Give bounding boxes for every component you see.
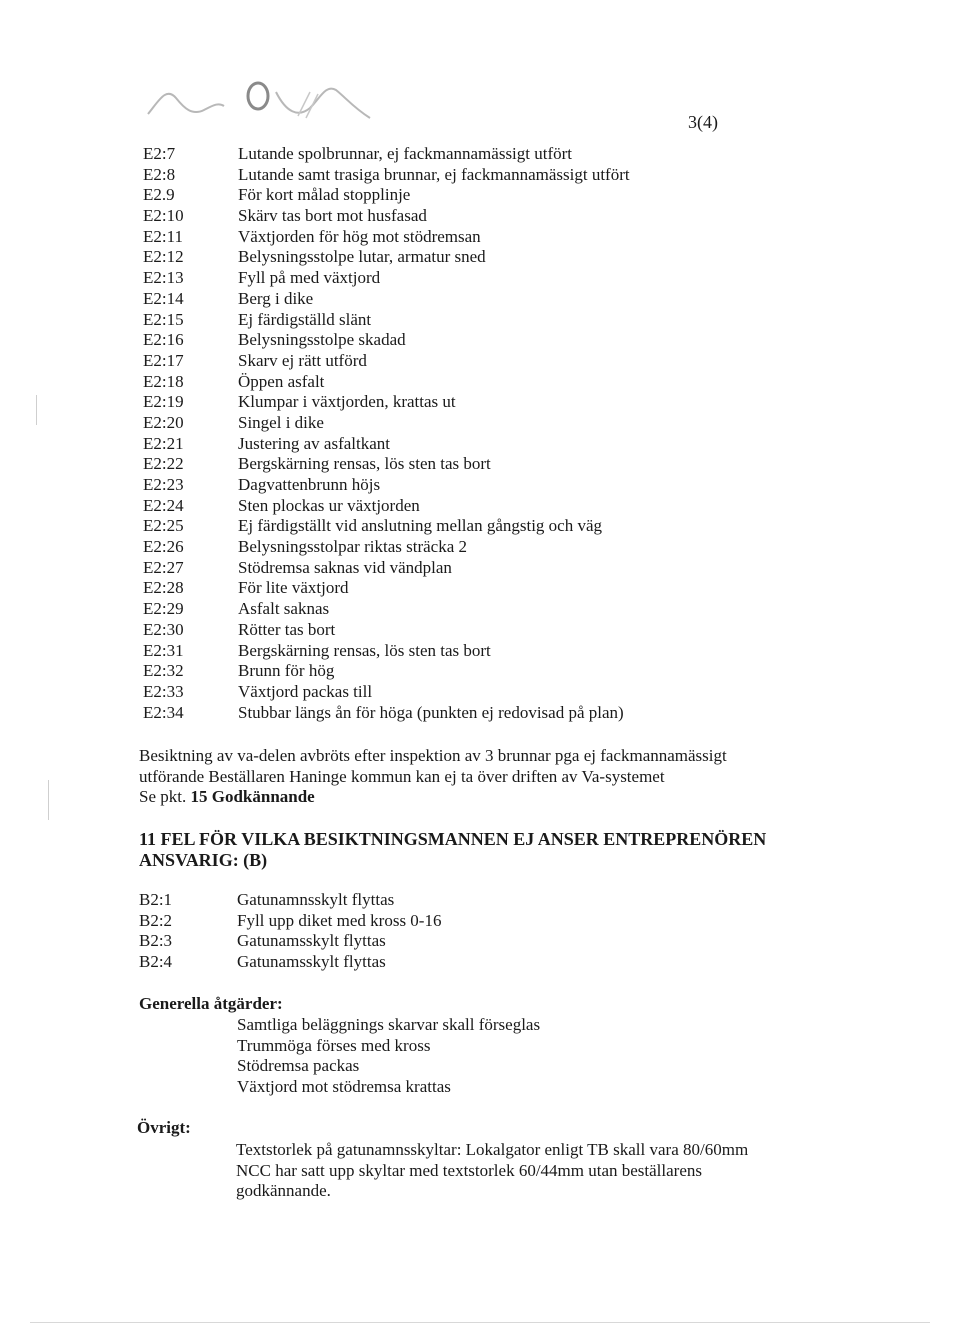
item-text: Skärv tas bort mot husfasad (238, 206, 427, 226)
other-line: godkännande. (236, 1181, 331, 1201)
list-item (143, 703, 903, 724)
section-heading-line: ANSVARIG: (B) (139, 850, 268, 870)
item-code: E2:19 (143, 392, 184, 412)
item-code: E2:32 (143, 661, 184, 681)
other-line: NCC har satt upp skyltar med textstorlek 60/44mm utan beställarens (236, 1160, 702, 1180)
scan-artifact (48, 780, 49, 820)
item-text: Stödremsa saknas vid vändplan (238, 557, 452, 577)
item-code: E2:33 (143, 681, 184, 701)
item-code: E2:24 (143, 495, 184, 515)
scan-artifact (36, 395, 37, 425)
item-code: B2:4 (139, 952, 173, 972)
item-code: E2:8 (143, 164, 176, 184)
note-line: Besiktning av va-delen avbröts efter inspektion av 3 brunnar pga ej fackmannamässigt (139, 746, 727, 765)
list-item (143, 268, 903, 289)
item-text: Lutande samt trasiga brunnar, ej fackmannamässigt utfört (238, 164, 630, 184)
list-item (143, 641, 903, 662)
section-heading-line: 11 FEL FÖR VILKA BESIKTNINGSMANNEN EJ ANSER ENTREPRENÖREN (139, 829, 767, 849)
other-text (236, 1140, 836, 1202)
list-item (143, 516, 903, 537)
list-item (139, 911, 899, 932)
item-text: Belysningsstolpar riktas sträcka 2 (238, 537, 467, 557)
item-text: Belysningsstolpe skadad (238, 330, 406, 350)
item-text: Bergskärning rensas, lös sten tas bort (238, 640, 491, 660)
item-text: För lite växtjord (238, 578, 349, 598)
list-item: Växtjord mot stödremsa krattas (237, 1077, 451, 1097)
item-code: E2:13 (143, 268, 184, 288)
item-code: E2:7 (143, 144, 176, 163)
item-code: E2:34 (143, 702, 184, 722)
item-text: Berg i dike (238, 288, 314, 308)
item-code: E2:23 (143, 475, 184, 494)
item-text: Stubbar längs ån för höga (punkten ej redovisad på plan) (238, 702, 624, 722)
item-text: Klumpar i växtjorden, krattas ut (238, 392, 456, 412)
note-line: utförande Beställaren Haninge kommun kan ej ta över driften av Va-systemet (139, 766, 665, 786)
item-code: E2:25 (143, 516, 184, 536)
item-text: Singel i dike (238, 412, 324, 432)
item-text: Gatunamsskylt flyttas (237, 931, 386, 951)
item-text: Växtjord packas till (238, 681, 373, 701)
item-text: Rötter tas bort (238, 619, 336, 639)
other-title: Övrigt: (137, 1118, 191, 1137)
item-text: Belysningsstolpe lutar, armatur sned (238, 247, 486, 267)
list-item (143, 372, 903, 393)
note-reference: 15 Godkännande (190, 787, 315, 807)
item-text: Dagvattenbrunn höjs (238, 475, 381, 494)
item-text: Ej färdigställd slänt (238, 309, 372, 329)
list-item (143, 496, 903, 517)
list-item (139, 931, 899, 952)
note-prefix: Se pkt. (139, 787, 191, 807)
item-code: E2:15 (143, 309, 184, 329)
item-text: Gatunamsskylt flyttas (237, 952, 386, 972)
item-text: Brunn för hög (238, 661, 335, 681)
section-heading (139, 829, 919, 871)
list-item (143, 475, 903, 496)
list-item (143, 330, 903, 351)
item-code: B2:3 (139, 931, 173, 951)
list-item (143, 599, 903, 620)
item-text: Öppen asfalt (238, 371, 325, 391)
list-item (143, 206, 903, 227)
list-item: Trummöga förses med kross (237, 1035, 431, 1055)
list-item (143, 682, 903, 703)
general-actions-title: Generella åtgärder: (139, 994, 283, 1013)
item-text: Fyll upp diket med kross 0-16 (237, 910, 442, 930)
scan-edge-line (30, 1322, 930, 1323)
item-code: E2:26 (143, 537, 184, 557)
list-item (143, 392, 903, 413)
item-code: E2:21 (143, 433, 184, 453)
list-item (143, 558, 903, 579)
item-code: B2:2 (139, 910, 173, 930)
item-text: Växtjorden för hög mot stödremsan (238, 226, 481, 246)
item-code: E2:17 (143, 350, 184, 370)
b2-deficiency-list (139, 890, 899, 973)
item-text: Lutande spolbrunnar, ej fackmannamässigt utfört (238, 144, 573, 163)
general-actions-list (237, 1015, 540, 1098)
item-code: E2:22 (143, 454, 184, 474)
list-item: Stödremsa packas (237, 1056, 360, 1076)
item-text: Fyll på med växtjord (238, 268, 381, 288)
page-number: 3(4) (688, 112, 718, 132)
list-item (143, 310, 903, 331)
list-item (143, 537, 903, 558)
item-text: Skarv ej rätt utförd (238, 350, 367, 370)
item-code: E2.9 (143, 185, 175, 205)
item-code: E2:27 (143, 557, 184, 577)
e2-deficiency-list (143, 144, 903, 723)
item-code: E2:29 (143, 599, 184, 619)
list-item: Samtliga beläggnings skarvar skall förseglas (237, 1015, 541, 1034)
list-item (143, 289, 903, 310)
list-item (143, 144, 903, 165)
list-item (139, 952, 899, 973)
inspection-note (139, 746, 919, 808)
other-line: Textstorlek på gatunamnsskyltar: Lokalgator enligt TB skall vara 80/60mm (236, 1140, 749, 1159)
item-code: E2:18 (143, 371, 184, 391)
item-text: För kort målad stopplinje (238, 185, 411, 205)
item-text: Bergskärning rensas, lös sten tas bort (238, 454, 491, 474)
list-item (143, 185, 903, 206)
list-item (143, 227, 903, 248)
item-code: E2:11 (143, 226, 183, 246)
list-item (143, 165, 903, 186)
item-code: E2:12 (143, 247, 184, 267)
list-item (143, 661, 903, 682)
item-code: E2:16 (143, 330, 184, 350)
item-code: B2:1 (139, 890, 173, 909)
list-item (139, 890, 899, 911)
item-text: Justering av asfaltkant (238, 433, 391, 453)
item-code: E2:20 (143, 412, 184, 432)
list-item (143, 413, 903, 434)
item-code: E2:14 (143, 288, 184, 308)
list-item (143, 247, 903, 268)
note-line (139, 787, 919, 808)
item-code: E2:10 (143, 206, 184, 226)
ncc-wave-logo (140, 72, 380, 132)
list-item (143, 454, 903, 475)
item-code: E2:31 (143, 640, 184, 660)
item-text: Sten plockas ur växtjorden (238, 495, 420, 515)
item-text: Gatunamnsskylt flyttas (237, 890, 395, 909)
list-item (143, 620, 903, 641)
list-item (143, 578, 903, 599)
list-item (143, 434, 903, 455)
item-code: E2:28 (143, 578, 184, 598)
list-item (143, 351, 903, 372)
item-text: Asfalt saknas (238, 599, 330, 619)
item-text: Ej färdigställt vid anslutning mellan gångstig och väg (238, 516, 603, 536)
item-code: E2:30 (143, 619, 184, 639)
